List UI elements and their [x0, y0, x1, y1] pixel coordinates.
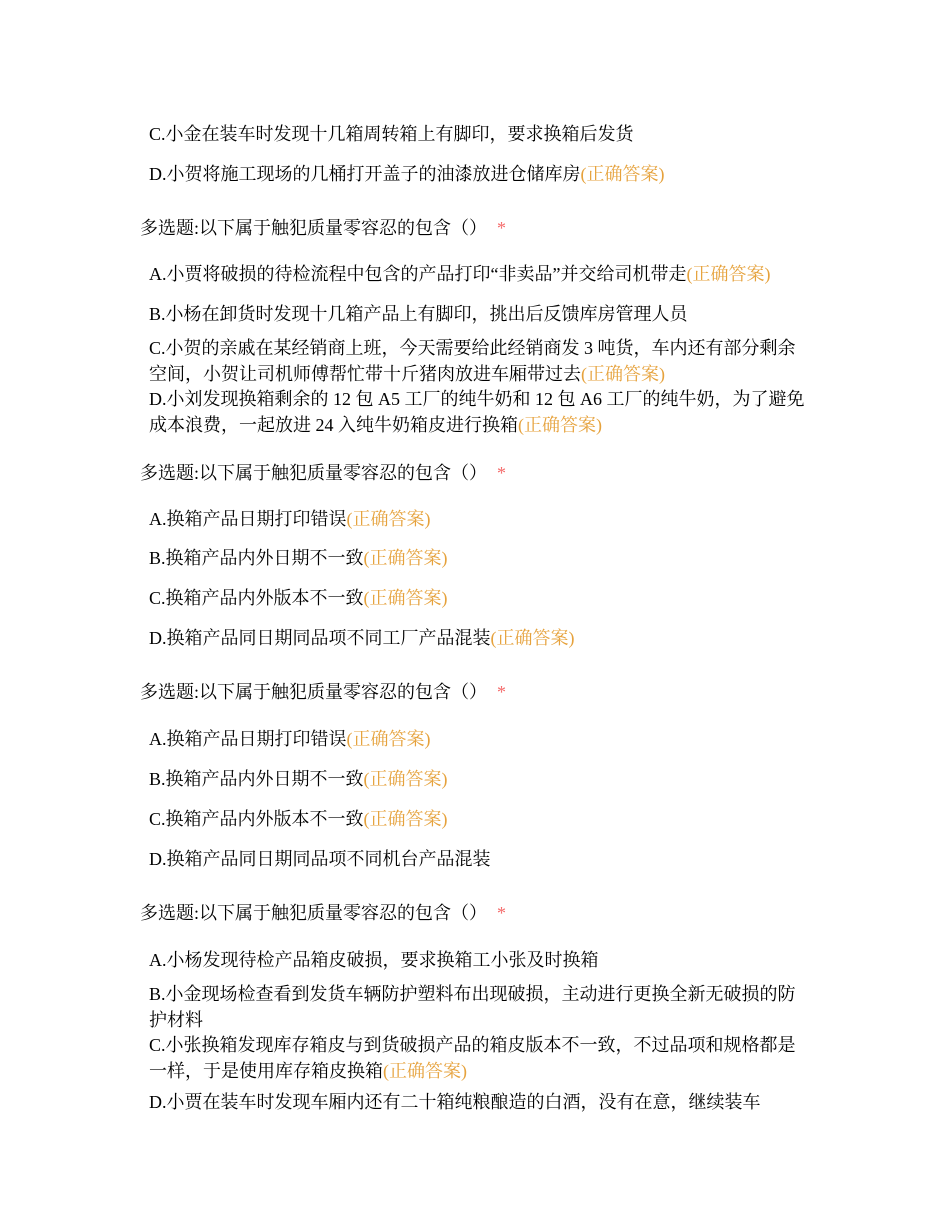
- correct-answer-mark: (正确答案): [581, 364, 665, 384]
- required-mark: *: [497, 463, 506, 483]
- correct-answer-mark: (正确答案): [490, 628, 575, 648]
- question-4-option-a[interactable]: A.小杨发现待检产品箱皮破损，要求换箱工小张及时换箱: [149, 950, 599, 970]
- question-4-option-d[interactable]: D.小贾在装车时发现车厢内还有二十箱纯粮酿造的白酒，没有在意，继续装车: [149, 1092, 761, 1112]
- required-mark: *: [497, 218, 506, 238]
- option-pre-c[interactable]: C.小金在装车时发现十几箱周转箱上有脚印，要求换箱后发货: [149, 124, 634, 144]
- question-2-title: 多选题:以下属于触犯质量零容忍的包含（） *: [140, 463, 506, 483]
- question-2-option-d[interactable]: D.换箱产品同日期同品项不同工厂产品混装(正确答案): [149, 628, 575, 648]
- question-4-title: 多选题:以下属于触犯质量零容忍的包含（） *: [140, 903, 506, 923]
- correct-answer-mark: (正确答案): [686, 264, 771, 284]
- correct-answer-mark: (正确答案): [363, 809, 448, 829]
- question-3-option-d[interactable]: D.换箱产品同日期同品项不同机台产品混装: [149, 849, 491, 869]
- question-1-option-b[interactable]: B.小杨在卸货时发现十几箱产品上有脚印，挑出后反馈库房管理人员: [149, 304, 688, 324]
- required-mark: *: [497, 682, 506, 702]
- correct-answer-mark: (正确答案): [363, 588, 448, 608]
- option-pre-d[interactable]: D.小贺将施工现场的几桶打开盖子的油漆放进仓储库房(正确答案): [149, 164, 665, 184]
- question-3-option-b[interactable]: B.换箱产品内外日期不一致(正确答案): [149, 769, 448, 789]
- correct-answer-mark: (正确答案): [580, 164, 665, 184]
- question-3-title: 多选题:以下属于触犯质量零容忍的包含（） *: [140, 682, 506, 702]
- correct-answer-mark: (正确答案): [346, 729, 431, 749]
- question-3-option-a[interactable]: A.换箱产品日期打印错误(正确答案): [149, 729, 431, 749]
- correct-answer-mark: (正确答案): [363, 769, 448, 789]
- correct-answer-mark: (正确答案): [383, 1061, 467, 1081]
- question-4-option-b[interactable]: B.小金现场检查看到发货车辆防护塑料布出现破损，主动进行更换全新无破损的防护材料: [149, 984, 796, 1030]
- question-2-option-b[interactable]: B.换箱产品内外日期不一致(正确答案): [149, 548, 448, 568]
- question-4-option-c[interactable]: C.小张换箱发现库存箱皮与到货破损产品的箱皮版本不一致，不过品项和规格都是一样，于是使用库存箱皮换箱(正确答案): [149, 1035, 796, 1081]
- question-1-title: 多选题:以下属于触犯质量零容忍的包含（） *: [140, 218, 506, 238]
- correct-answer-mark: (正确答案): [518, 415, 602, 435]
- correct-answer-mark: (正确答案): [363, 548, 448, 568]
- question-1-option-c[interactable]: C.小贺的亲戚在某经销商上班，今天需要给此经销商发 3 吨货，车内还有部分剩余空间，小贺让司机师傅帮忙带十斤猪肉放进车厢带过去(正确答案): [149, 338, 796, 384]
- question-1-option-d[interactable]: D.小刘发现换箱剩余的 12 包 A5 工厂的纯牛奶和 12 包 A6 工厂的纯牛奶，为了避免成本浪费，一起放进 24 入纯牛奶箱皮进行换箱(正确答案): [149, 389, 805, 435]
- question-3-option-c[interactable]: C.换箱产品内外版本不一致(正确答案): [149, 809, 448, 829]
- question-2-option-c[interactable]: C.换箱产品内外版本不一致(正确答案): [149, 588, 448, 608]
- correct-answer-mark: (正确答案): [346, 509, 431, 529]
- question-2-option-a[interactable]: A.换箱产品日期打印错误(正确答案): [149, 509, 431, 529]
- required-mark: *: [497, 903, 506, 923]
- question-1-option-a[interactable]: A.小贾将破损的待检流程中包含的产品打印“非卖品”并交给司机带走(正确答案): [149, 264, 771, 284]
